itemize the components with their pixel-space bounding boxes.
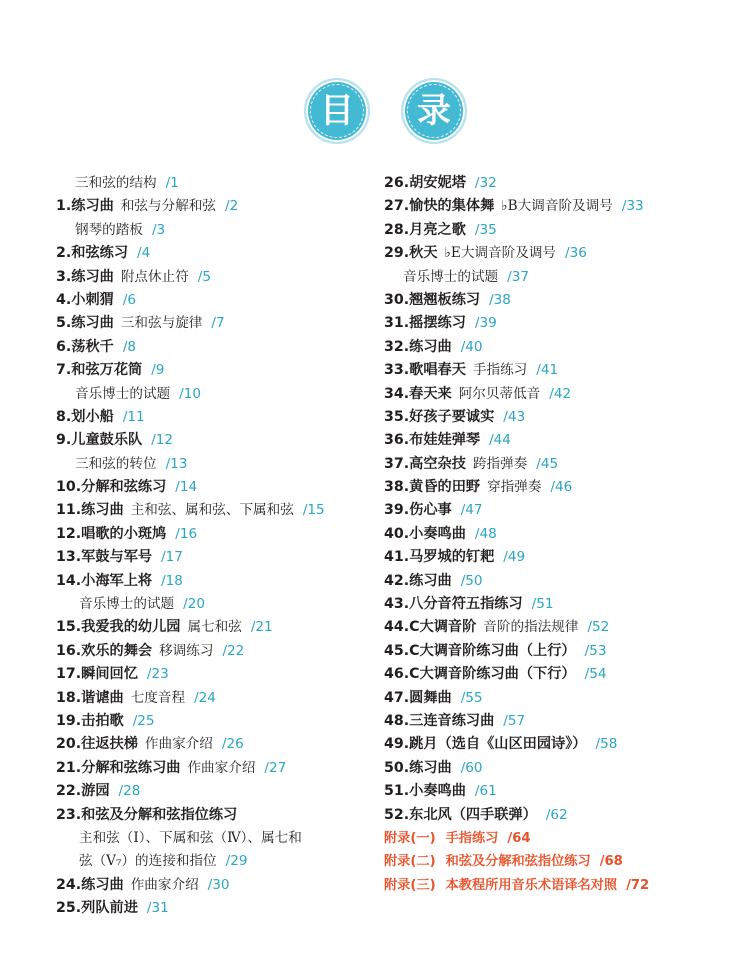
toc-entry bbox=[56, 663, 376, 686]
toc-page-number: /9 bbox=[151, 362, 165, 379]
toc-entry bbox=[56, 429, 376, 452]
toc-entry-subtitle: 三和弦与旋律 bbox=[120, 315, 203, 332]
toc-entry bbox=[56, 523, 376, 546]
toc-entry-title: 35.好孩子要诚实 bbox=[384, 408, 495, 425]
toc-entry-title: 36.布娃娃弹琴 bbox=[384, 432, 481, 449]
toc-entry bbox=[56, 804, 376, 827]
toc-entry-title: 11.练习曲 bbox=[56, 502, 124, 519]
toc-entry-title: 37.高空杂技 bbox=[384, 455, 466, 472]
toc-entry bbox=[384, 453, 714, 476]
toc-entry bbox=[384, 710, 714, 733]
toc-entry bbox=[384, 640, 714, 663]
toc-page-number: /64 bbox=[507, 830, 531, 846]
toc-entry-title: 27.愉快的集体舞 bbox=[384, 198, 495, 215]
toc-entry-title: 12.唱歌的小斑鸠 bbox=[56, 525, 167, 542]
toc-entry-subtitle: 作曲家介绍 bbox=[130, 876, 199, 893]
toc-entry-title: 16.欢乐的舞会 bbox=[56, 642, 153, 659]
toc-entry bbox=[56, 570, 376, 593]
toc-entry-title: 40.小奏鸣曲 bbox=[384, 525, 466, 542]
toc-entry bbox=[384, 593, 714, 616]
toc-page-number: /4 bbox=[137, 245, 151, 262]
toc-entry-subtitle: 音乐博士的试题 bbox=[79, 596, 175, 613]
toc-entry-title: 29.秋天 bbox=[384, 245, 438, 262]
toc-entry bbox=[384, 266, 714, 289]
toc-entry bbox=[56, 757, 376, 780]
toc-entry bbox=[56, 640, 376, 663]
toc-page-number: /11 bbox=[122, 408, 145, 425]
toc-entry bbox=[56, 195, 376, 218]
toc-entry-title: 22.游园 bbox=[56, 783, 110, 800]
toc-entry-title: 20.往返扶梯 bbox=[56, 736, 138, 753]
toc-entry bbox=[384, 687, 714, 710]
toc-entry bbox=[56, 453, 376, 476]
toc-page-number: /12 bbox=[151, 432, 174, 449]
toc-entry bbox=[56, 172, 376, 195]
toc-entry-subtitle: ♭E大调音阶及调号 bbox=[444, 245, 557, 262]
toc-entry bbox=[384, 616, 714, 639]
toc-page-number: /1 bbox=[165, 175, 179, 191]
toc-entry bbox=[56, 710, 376, 733]
toc-entry-title: 15.我爱我的幼儿园 bbox=[56, 619, 181, 636]
toc-page-number: /55 bbox=[460, 689, 483, 706]
toc-entry bbox=[384, 242, 714, 265]
toc-page-number: /25 bbox=[132, 712, 155, 729]
toc-page-number: /61 bbox=[474, 783, 497, 800]
toc-page-number: /7 bbox=[211, 315, 225, 332]
toc-entry bbox=[384, 219, 714, 242]
toc-entry-title: 31.摇摆练习 bbox=[384, 315, 466, 332]
toc-page-number: /48 bbox=[474, 525, 497, 542]
toc-entry-title: 附录(一) bbox=[384, 830, 436, 846]
toc-page-number: /27 bbox=[264, 759, 287, 776]
toc-entry-title: 6.荡秋千 bbox=[56, 338, 114, 355]
toc-entry bbox=[56, 546, 376, 569]
toc-page-number: /57 bbox=[503, 712, 526, 729]
toc-title bbox=[0, 78, 730, 144]
toc-page-number: /26 bbox=[221, 736, 244, 753]
toc-entry bbox=[56, 266, 376, 289]
toc-entry-subtitle: 七度音程 bbox=[130, 689, 186, 706]
toc-entry-title: 48.三连音练习曲 bbox=[384, 712, 495, 729]
toc-page-number: /44 bbox=[489, 432, 511, 449]
toc-entry bbox=[56, 827, 376, 850]
toc-entry-subtitle: 音乐博士的试题 bbox=[403, 268, 499, 285]
toc-appendix-entry bbox=[384, 874, 714, 897]
toc-page-number: /51 bbox=[531, 596, 554, 613]
toc-entry-title: 34.春天来 bbox=[384, 385, 452, 402]
toc-entry-subtitle: 属七和弦 bbox=[187, 619, 242, 636]
toc-entry-title: 26.胡安妮塔 bbox=[384, 175, 466, 191]
toc-entry bbox=[384, 546, 714, 569]
toc-entry bbox=[384, 476, 714, 499]
toc-entry-title: 13.军鼓与军号 bbox=[56, 549, 153, 566]
toc-entry-title: 17.瞬间回忆 bbox=[56, 666, 138, 683]
toc-page-number: /52 bbox=[587, 619, 610, 636]
toc-entry bbox=[384, 780, 714, 803]
toc-entry-title: 30.翘翘板练习 bbox=[384, 291, 481, 308]
toc-page-number: /58 bbox=[595, 736, 618, 753]
toc-entry-subtitle: 阿尔贝蒂低音 bbox=[458, 385, 541, 402]
toc-entry bbox=[56, 874, 376, 897]
toc-entry-title: 39.伤心事 bbox=[384, 502, 452, 519]
toc-entry-subtitle: 弦（V₇）的连接和指位 bbox=[79, 853, 217, 870]
toc-entry bbox=[384, 523, 714, 546]
toc-entry-title: 43.八分音符五指练习 bbox=[384, 596, 523, 613]
toc-entry bbox=[56, 499, 376, 522]
toc-entry-title: 41.马罗城的钉耙 bbox=[384, 549, 495, 566]
toc-page-number: /14 bbox=[175, 479, 198, 496]
toc-page-number: /29 bbox=[225, 853, 248, 870]
toc-entry bbox=[384, 359, 714, 382]
toc-page-number: /35 bbox=[474, 221, 497, 238]
toc-entry-title: 28.月亮之歌 bbox=[384, 221, 466, 238]
toc-entry-title: 23.和弦及分解和弦指位练习 bbox=[56, 806, 238, 823]
toc-page-number: /2 bbox=[224, 198, 239, 215]
toc-entry-title: 42.练习曲 bbox=[384, 572, 452, 589]
toc-entry-subtitle: 音乐博士的试题 bbox=[75, 385, 171, 402]
toc-page-number: /21 bbox=[250, 619, 273, 636]
toc-entry-subtitle: 三和弦的结构 bbox=[75, 175, 157, 191]
toc-entry-title: 7.和弦万花筒 bbox=[56, 362, 143, 379]
toc-entry bbox=[384, 757, 714, 780]
toc-entry-title: 32.练习曲 bbox=[384, 338, 452, 355]
toc-page-number: /43 bbox=[503, 408, 526, 425]
toc-entry-subtitle: 手指练习 bbox=[445, 830, 499, 846]
toc-entry-subtitle: 穿指弹奏 bbox=[487, 479, 542, 496]
toc-page-number: /33 bbox=[621, 198, 644, 215]
toc-page-number: /23 bbox=[146, 666, 169, 683]
toc-entry-title: 46.C大调音阶练习曲（下行） bbox=[384, 666, 576, 683]
toc-page-number: /5 bbox=[197, 268, 212, 285]
toc-entry-title: 44.C大调音阶 bbox=[384, 619, 477, 636]
toc-entry bbox=[384, 804, 714, 827]
toc-page-number: /18 bbox=[161, 572, 183, 589]
toc-appendix-entry bbox=[384, 850, 714, 873]
toc-entry-title: 附录(二) bbox=[384, 854, 436, 870]
toc-entry-title: 49.跳月（选自《山区田园诗》） bbox=[384, 736, 587, 753]
toc-entry bbox=[384, 383, 714, 406]
toc-appendix-entry bbox=[384, 827, 714, 850]
toc-page-number: /30 bbox=[207, 876, 230, 893]
toc-entry-title: 附录(三) bbox=[384, 877, 436, 893]
toc-page-number: /13 bbox=[165, 455, 188, 472]
toc-entry-subtitle: 附点休止符 bbox=[120, 268, 189, 285]
toc-page-number: /60 bbox=[460, 759, 483, 776]
toc-entry-subtitle: 作曲家介绍 bbox=[187, 759, 256, 776]
toc-page-number: /41 bbox=[536, 362, 559, 379]
toc-entry bbox=[384, 570, 714, 593]
toc-entry bbox=[384, 406, 714, 429]
toc-page-number: /10 bbox=[179, 385, 202, 402]
toc-page-number: /16 bbox=[175, 525, 198, 542]
toc-entry-title: 18.谐谑曲 bbox=[56, 689, 124, 706]
toc-entry-subtitle: 音阶的指法规律 bbox=[483, 619, 579, 636]
toc-entry-subtitle: 和弦及分解和弦指位练习 bbox=[445, 854, 591, 870]
toc-entry-subtitle: 移调练习 bbox=[159, 642, 214, 659]
toc-entry bbox=[384, 499, 714, 522]
toc-entry-title: 45.C大调音阶练习曲（上行） bbox=[384, 642, 576, 659]
toc-entry-subtitle: 本教程所用音乐术语译名对照 bbox=[445, 877, 618, 893]
toc-entry bbox=[56, 383, 376, 406]
toc-entry bbox=[384, 289, 714, 312]
toc-entry bbox=[56, 850, 376, 873]
toc-entry-title: 47.圆舞曲 bbox=[384, 689, 452, 706]
toc-entry-subtitle: 钢琴的踏板 bbox=[75, 221, 143, 238]
toc-entry-title: 4.小刺猬 bbox=[56, 291, 114, 308]
toc-page-number: /49 bbox=[503, 549, 526, 566]
toc-entry-title: 9.儿童鼓乐队 bbox=[56, 432, 143, 449]
toc-entry bbox=[384, 172, 714, 195]
toc-page-number: /39 bbox=[474, 315, 497, 332]
toc-entry-title: 10.分解和弦练习 bbox=[56, 479, 167, 496]
toc-page-number: /8 bbox=[122, 338, 137, 355]
toc-page-number: /28 bbox=[118, 783, 141, 800]
toc-entry bbox=[56, 897, 376, 920]
toc-entry bbox=[56, 289, 376, 312]
toc-entry bbox=[384, 195, 714, 218]
toc-entry bbox=[56, 687, 376, 710]
toc-entry-title: 21.分解和弦练习曲 bbox=[56, 759, 181, 776]
toc-entry-title: 52.东北风（四手联弹） bbox=[384, 806, 537, 823]
toc-right-column bbox=[384, 172, 714, 897]
toc-entry-title: 19.击拍歌 bbox=[56, 712, 124, 729]
toc-page-number: /62 bbox=[545, 806, 568, 823]
toc-page-number: /72 bbox=[626, 877, 650, 893]
toc-entry-subtitle: 和弦与分解和弦 bbox=[120, 198, 216, 215]
toc-entry bbox=[56, 476, 376, 499]
toc-page-number: /37 bbox=[507, 268, 530, 285]
toc-page-number: /20 bbox=[183, 596, 206, 613]
toc-page-number: /24 bbox=[194, 689, 216, 706]
toc-entry-title: 3.练习曲 bbox=[56, 268, 114, 285]
toc-entry bbox=[56, 593, 376, 616]
toc-entry bbox=[384, 312, 714, 335]
toc-entry bbox=[384, 663, 714, 686]
toc-page-number: /32 bbox=[474, 175, 497, 191]
toc-entry-subtitle: 主和弦（Ⅰ）、下属和弦（Ⅳ）、属七和 bbox=[79, 829, 302, 846]
toc-page-number: /38 bbox=[489, 291, 511, 308]
toc-entry bbox=[56, 406, 376, 429]
toc-entry-title: 24.练习曲 bbox=[56, 876, 124, 893]
toc-entry-title: 2.和弦练习 bbox=[56, 245, 129, 262]
toc-entry-subtitle: ♭B大调音阶及调号 bbox=[501, 198, 613, 215]
toc-entry-title: 33.歌唱春天 bbox=[384, 362, 466, 379]
toc-entry-title: 38.黄昏的田野 bbox=[384, 479, 481, 496]
toc-entry-title: 25.列队前进 bbox=[56, 900, 138, 917]
toc-entry-title: 51.小奏鸣曲 bbox=[384, 783, 466, 800]
toc-page-number: /47 bbox=[460, 502, 483, 519]
toc-entry-subtitle: 作曲家介绍 bbox=[144, 736, 213, 753]
toc-page-number: /15 bbox=[302, 502, 325, 519]
toc-entry bbox=[56, 219, 376, 242]
toc-entry-title: 14.小海军上将 bbox=[56, 572, 153, 589]
toc-entry bbox=[56, 359, 376, 382]
toc-page-number: /42 bbox=[549, 385, 572, 402]
toc-entry bbox=[384, 733, 714, 756]
toc-entry bbox=[384, 336, 714, 359]
toc-page-number: /36 bbox=[565, 245, 587, 262]
toc-entry-subtitle: 手指练习 bbox=[472, 362, 528, 379]
toc-entry-title: 50.练习曲 bbox=[384, 759, 452, 776]
toc-page-number: /40 bbox=[460, 338, 483, 355]
toc-entry bbox=[56, 312, 376, 335]
toc-page-number: /17 bbox=[161, 549, 183, 566]
toc-entry-subtitle: 三和弦的转位 bbox=[75, 455, 157, 472]
toc-page-number: /45 bbox=[536, 455, 559, 472]
toc-entry-title: 1.练习曲 bbox=[56, 198, 114, 215]
toc-page-number: /54 bbox=[584, 666, 607, 683]
toc-entry bbox=[56, 616, 376, 639]
toc-entry bbox=[56, 242, 376, 265]
toc-entry-subtitle: 跨指弹奏 bbox=[472, 455, 528, 472]
toc-page-number: /50 bbox=[460, 572, 483, 589]
toc-entry-subtitle: 主和弦、属和弦、下属和弦 bbox=[130, 502, 294, 519]
toc-left-column bbox=[56, 172, 376, 921]
toc-page-number: /68 bbox=[599, 854, 623, 870]
toc-page-number: /6 bbox=[122, 291, 137, 308]
toc-page-number: /31 bbox=[146, 900, 169, 917]
title-badge-lu: 录 bbox=[401, 78, 467, 144]
toc-page-number: /46 bbox=[550, 479, 573, 496]
toc-entry bbox=[56, 733, 376, 756]
toc-entry bbox=[56, 780, 376, 803]
toc-entry-title: 8.划小船 bbox=[56, 408, 114, 425]
toc-entry-title: 5.练习曲 bbox=[56, 315, 114, 332]
toc-page-number: /53 bbox=[584, 642, 607, 659]
title-badge-mu: 目 bbox=[304, 78, 370, 144]
toc-page-number: /3 bbox=[151, 221, 166, 238]
toc-entry bbox=[384, 429, 714, 452]
toc-page-number: /22 bbox=[222, 642, 245, 659]
toc-entry bbox=[56, 336, 376, 359]
